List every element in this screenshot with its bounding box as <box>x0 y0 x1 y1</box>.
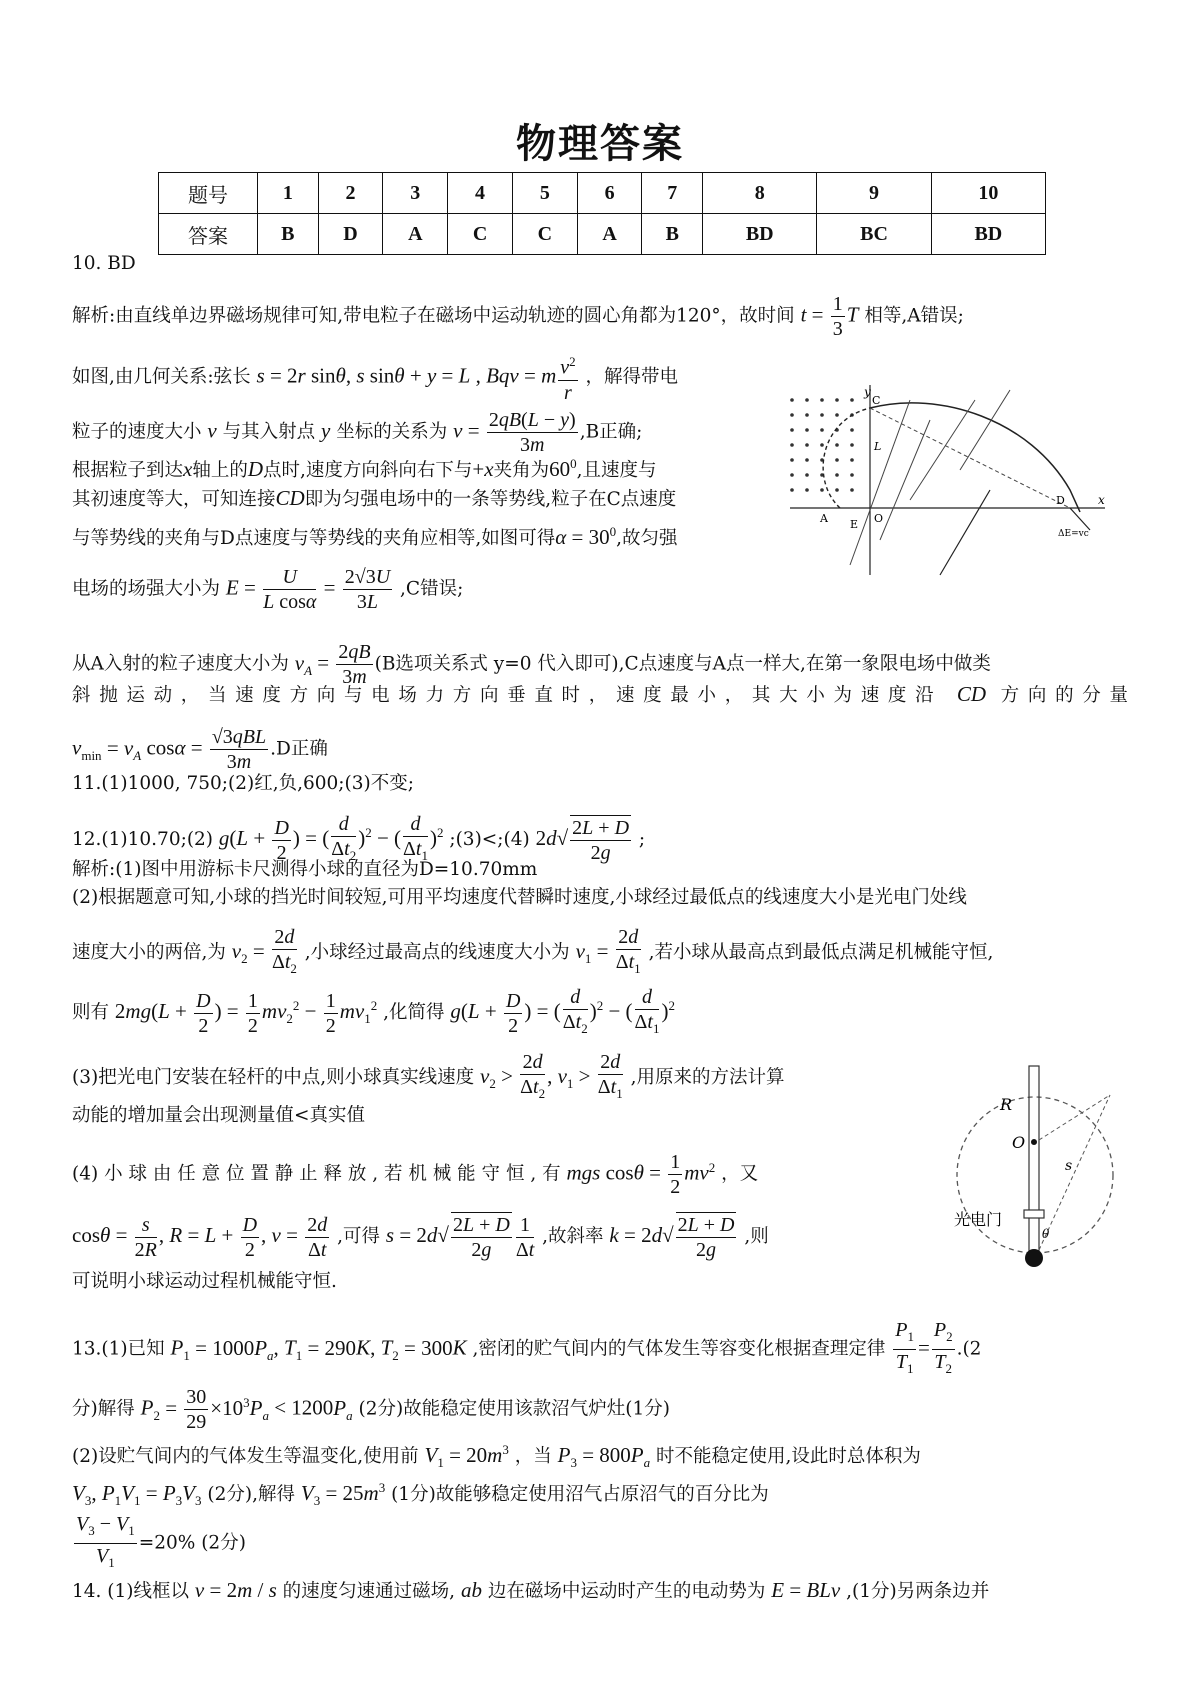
label-e: E <box>850 518 859 531</box>
text: (4) 小 球 由 任 意 位 置 静 止 释 放 , 若 机 械 能 守 恒 , 有 <box>72 1163 561 1185</box>
table-cell: B <box>258 214 319 255</box>
page-title: 物理答案 <box>516 121 684 167</box>
q13-line2: 分)解得 $P_2$ = $\frac{30}{29}$ $\times 10^3P_a < 1200P_a$ (2分)故能稳定使用该款沼气炉灶(1分) <box>72 1386 670 1433</box>
text: 与其入射点 <box>222 421 316 443</box>
text: ; <box>638 829 646 850</box>
table-cell: 10 <box>931 173 1045 214</box>
text: (2分)故能稳定使用该款沼气炉灶(1分) <box>358 1398 670 1420</box>
text: 相等,A错误; <box>864 305 964 327</box>
table-cell: 5 <box>512 173 577 214</box>
text: ,且速度与 <box>576 460 657 481</box>
text: ,C错误; <box>400 578 464 600</box>
text: 13.(1)已知 <box>72 1338 165 1360</box>
table-header-label: 题号 <box>159 173 258 214</box>
table-cell: 6 <box>577 173 642 214</box>
table-cell: 4 <box>448 173 513 214</box>
field-dot <box>805 473 809 477</box>
q13-line5: $\frac{V_3 - V_1}{V_1}$ =20% (2分) <box>76 1513 246 1570</box>
table-cell: 7 <box>642 173 703 214</box>
q10-line4: 根据粒子到达x轴上的D点时,速度方向斜向右下与+x夹角为$60^0$,且速度与 <box>72 456 657 481</box>
text: .D正确 <box>270 738 328 760</box>
text: 与等势线的夹角与D点速度与等势线的夹角应相等,如图可得 <box>72 528 556 549</box>
text: ,可得 <box>337 1226 380 1247</box>
q12-line2: 解析:(1)图中用游标卡尺测得小球的直径为D=10.70mm <box>72 859 538 880</box>
text: 从A入射的粒子速度大小为 <box>72 653 289 675</box>
text: ，当 <box>514 1446 552 1467</box>
photogate <box>1024 1210 1044 1218</box>
field-dot <box>805 443 809 447</box>
field-dot <box>805 413 809 417</box>
q12-line5: 则有 2mg(L + $\frac{D}{2}$ ) = $\frac{1}{2}$ $mv_2^2$ − $\frac{1}{2}$ $mv_1^2$ ,化简得 g(L + $\frac{D}{2}$ ) = ( $\frac{d}{\Delta t_2}$ )$^2$ − ( $\frac{d}{\Delta t_1}$ )$^2$ <box>72 986 675 1037</box>
trajectory-diagram <box>780 380 1110 580</box>
table-cell: B <box>642 214 703 255</box>
field-dot <box>820 488 824 492</box>
field-dot <box>820 428 824 432</box>
text: 坐标的关系为 <box>336 421 448 443</box>
efield-arrow <box>940 490 990 575</box>
magnetic-field-dots <box>790 398 854 492</box>
table-cell: 2 <box>318 173 383 214</box>
text: 点时,速度方向斜向右下与 <box>263 460 473 481</box>
pendulum-diagram <box>940 1050 1140 1280</box>
q13-line4: $V_3$, $P_1V_1 = P_3V_3$ (2分),解得 $V_3 = 25m^3$ (1分)故能够稳定使用沼气占原沼气的百分比为 <box>72 1480 769 1509</box>
text: ,若小球从最高点到最低点满足机械能守恒, <box>648 942 994 963</box>
ball <box>1025 1249 1043 1267</box>
text: ;(3)<;(4) <box>449 829 530 850</box>
q10-line5: 其初速度等大，可知连接CD即为匀强电场中的一条等势线,粒子在C点速度 <box>72 486 677 510</box>
text: (1分)故能够稳定使用沼气占原沼气的百分比为 <box>391 1484 769 1505</box>
magnetic-arc <box>823 408 870 508</box>
field-dot <box>790 473 794 477</box>
label-l: L <box>874 440 882 453</box>
answer-table <box>158 172 1046 255</box>
q10-line9: 斜抛运动，当速度方向与电场力方向垂直时，速度最小，其大小为速度沿 CD 方向的分量 <box>72 682 1128 706</box>
table-cell: A <box>383 214 448 255</box>
text: 速度大小的两倍,为 <box>72 942 226 963</box>
text: 的速度匀速通过磁场, <box>282 1581 456 1602</box>
table-cell: C <box>512 214 577 255</box>
q13-line1: 13.(1)已知 $P_1 = 1000P_a$, $T_1 = 290K$, $T_2 = 300K$ ,密闭的贮气间内的气体发生等容变化根据查理定律 $\frac{P_1}{T_1}$ = $\frac{P_2}{T_2}$ .(2 <box>72 1319 982 1376</box>
field-dot <box>835 443 839 447</box>
field-line <box>960 390 1010 470</box>
text: ,则 <box>744 1226 769 1247</box>
table-row-answers <box>159 214 1046 255</box>
text: =20% (2分) <box>138 1532 246 1554</box>
radius-line <box>1039 1095 1110 1140</box>
field-dot <box>790 413 794 417</box>
text: ,用原来的方法计算 <box>630 1067 785 1088</box>
label-theta: θ <box>1042 1227 1050 1241</box>
text: (3)把光电门安装在轻杆的中点,则小球真实线速度 <box>72 1067 475 1088</box>
field-dot <box>850 398 854 402</box>
field-dot <box>850 428 854 432</box>
label-c: C <box>872 394 881 407</box>
q10-line2: 如图,由几何关系:弦长 s = 2r sinθ, s sinθ + y = L , Bqv = m $\frac{v^2}{r}$ ，解得带电 <box>72 350 678 405</box>
q10-line1: 解析:由直线单边界磁场规律可知,带电粒子在磁场中运动轨迹的圆心角都为120°，故时间 t = $\frac{1}{3}$ T 相等,A错误; <box>72 293 964 340</box>
field-dot <box>835 413 839 417</box>
label-s: s <box>1065 1158 1073 1174</box>
q12-line8: (4) 小 球 由 任 意 位 置 静 止 释 放 , 若 机 械 能 守 恒 , 有 mgs cosθ = $\frac{1}{2}$ $mv^2$ ，又 <box>72 1151 759 1198</box>
text: 粒子的速度大小 <box>72 421 202 443</box>
field-dot <box>835 473 839 477</box>
table-cell: BC <box>817 214 931 255</box>
text: ,B正确; <box>579 421 643 443</box>
text: (B选项关系式 y=0 代入即可),C点速度与A点一样大,在第一象限电场中做类 <box>374 653 991 675</box>
table-cell: 8 <box>703 173 817 214</box>
text: ,故斜率 <box>542 1226 604 1247</box>
table-row-numbers <box>159 173 1046 214</box>
label-r: R <box>1000 1095 1013 1114</box>
label-d: D <box>1056 494 1065 507</box>
q10-heading: 10. BD <box>72 253 136 274</box>
trajectory-arc <box>870 403 1080 512</box>
label-x: x <box>1098 493 1105 507</box>
field-line <box>850 400 910 565</box>
q10-line8: 从A入射的粒子速度大小为 $v_A$ = $\frac{2qB}{3m}$ (B选项关系式 y=0 代入即可),C点速度与A点一样大,在第一象限电场中做类 <box>72 641 991 688</box>
q12-line3: (2)根据题意可知,小球的挡光时间较短,可用平均速度代替瞬时速度,小球经过最低点的线速度大小是光电门处线 <box>72 887 967 908</box>
table-cell: BD <box>703 214 817 255</box>
table-cell: 3 <box>383 173 448 214</box>
text: 轴上的 <box>192 460 248 481</box>
text: 解析:由直线单边界磁场规律可知,带电粒子在磁场中运动轨迹的圆心角都为120°，故时间 <box>72 305 795 327</box>
table-cell: 1 <box>258 173 319 214</box>
field-dot <box>835 458 839 462</box>
light-rod <box>1029 1066 1039 1256</box>
field-dot <box>805 428 809 432</box>
table-answer-label: 答案 <box>159 214 258 255</box>
label-de: ΔE=vc <box>1058 529 1089 539</box>
text: 如图,由几何关系:弦长 <box>72 366 251 388</box>
field-dot <box>805 488 809 492</box>
table-cell: A <box>577 214 642 255</box>
q10-line10: $v_{min} = v_A$ cosα = √3qBL 3m .D正确 <box>72 726 328 773</box>
text: 即为匀强电场中的一条等势线,粒子在C点速度 <box>304 489 677 510</box>
label-o: O <box>1012 1133 1026 1152</box>
label-gate: 光电门 <box>954 1210 1003 1229</box>
q14-line1: 14. (1)线框以 v = 2m / s 的速度匀速通过磁场, ab 边在磁场中运动时产生的电动势为 E = BLv ,(1分)另两条边并 <box>72 1578 990 1602</box>
field-dot <box>820 398 824 402</box>
q10-line6: 与等势线的夹角与D点速度与等势线的夹角应相等,如图可得$\alpha = 30^0$,故匀强 <box>72 524 678 549</box>
text: ,密闭的贮气间内的气体发生等容变化根据查理定律 <box>472 1338 886 1360</box>
field-dot <box>805 458 809 462</box>
q11-line: 11.(1)1000, 750;(2)红,负,600;(3)不变; <box>72 773 414 794</box>
text: (2)设贮气间内的气体发生等温变化,使用前 <box>72 1446 419 1467</box>
field-dot <box>850 458 854 462</box>
field-dot <box>790 458 794 462</box>
field-dot <box>850 443 854 447</box>
dashed-circle <box>957 1097 1113 1253</box>
label-o: O <box>874 512 884 525</box>
q10-line3: 粒子的速度大小 v 与其入射点 y 坐标的关系为 v = $\frac{2qB(L - y)}{3m}$ ,B正确; <box>72 409 643 456</box>
field-dot <box>790 398 794 402</box>
text: .(2 <box>956 1338 982 1360</box>
text: ,故匀强 <box>616 528 678 549</box>
q13-line3: (2)设贮气间内的气体发生等温变化,使用前 $V_1 = 20m^3$ ，当 $P_3 = 800P_a$ 时不能稳定使用,设此时总体积为 <box>72 1442 921 1471</box>
field-dot <box>835 398 839 402</box>
field-dot <box>790 488 794 492</box>
q10-line7: 电场的场强大小为 E = $\frac{U}{\text{L cosα}}$ = $\frac{2√3U}{3L}$ ,C错误; <box>72 566 464 613</box>
text: 边在磁场中运动时产生的电动势为 <box>487 1581 766 1602</box>
pivot-dot <box>1031 1139 1037 1145</box>
label-a: A <box>820 512 828 525</box>
field-dot <box>790 428 794 432</box>
text: 其初速度等大，可知连接 <box>72 489 276 510</box>
table-cell: C <box>448 214 513 255</box>
field-dot <box>850 473 854 477</box>
field-dot <box>820 413 824 417</box>
text: ，又 <box>721 1163 759 1185</box>
text: 夹角为 <box>493 460 550 481</box>
text: 12.(1)10.70;(2) <box>72 829 214 850</box>
text: 则有 <box>72 1002 110 1023</box>
q12-line1: 12.(1)10.70;(2) g(L + $\frac{D}{2}$ ) = ( $\frac{d}{\Delta t_2}$ )$^2$ − ( $\frac{d}{\Delta t_1}$ )$^2$ ;(3)<;(4) 2d√ $\frac{2L + D}{2g}$ ; <box>72 813 646 864</box>
text: ,(1分)另两条边并 <box>846 1581 990 1602</box>
text: ,化简得 <box>383 1002 445 1023</box>
text: 时不能稳定使用,设此时总体积为 <box>656 1446 921 1467</box>
q12-line4: 速度大小的两倍,为 $v_2$ = $\frac{2d}{\Delta t_2}$ ,小球经过最高点的线速度大小为 $v_1$ = $\frac{2d}{\Delta t_1}$ ,若小球从最高点到最低点满足机械能守恒, <box>72 926 994 976</box>
q12-line10: 可说明小球运动过程机械能守恒. <box>72 1271 337 1292</box>
text: (2分),解得 <box>207 1484 295 1505</box>
table-cell: D <box>318 214 383 255</box>
q12-line7: 动能的增加量会出现测量值<真实值 <box>72 1105 366 1126</box>
label-y: y <box>864 385 871 399</box>
field-dot <box>805 398 809 402</box>
text: 根据粒子到达 <box>72 460 184 481</box>
text: ,小球经过最高点的线速度大小为 <box>304 942 570 963</box>
text: 分)解得 <box>72 1398 135 1420</box>
line-s <box>1039 1095 1110 1250</box>
field-dot <box>820 443 824 447</box>
text: 方向的分量 <box>1000 685 1128 706</box>
field-dot <box>850 488 854 492</box>
field-line <box>910 400 975 500</box>
q12-line6: (3)把光电门安装在轻杆的中点,则小球真实线速度 $v_2$ > $\frac{2d}{\Delta t_2}$ , $v_1$ > $\frac{2d}{\Delta t_1}$ ,用原来的方法计算 <box>72 1051 785 1101</box>
table-cell: 9 <box>817 173 931 214</box>
table-cell: BD <box>931 214 1045 255</box>
text: 14. (1)线框以 <box>72 1581 190 1602</box>
text: 电场的场强大小为 <box>72 578 221 600</box>
text: 斜抛运动，当速度方向与电场力方向垂直时，速度最小，其大小为速度沿 <box>72 685 943 706</box>
q12-line9: cosθ = $\frac{s}{2R}$ , R = L + $\frac{D}{2}$ , v = $\frac{2d}{\Delta t}$ ,可得 s = 2d√ $\frac{2L + D}{2g}$ $\frac{1}{\Delta t}$ ,故斜率 k = 2d√ $\frac{2L + D}{2g}$ ,则 <box>72 1213 769 1261</box>
field-dot <box>790 443 794 447</box>
field-dot <box>835 488 839 492</box>
text: ，解得带电 <box>585 366 679 388</box>
